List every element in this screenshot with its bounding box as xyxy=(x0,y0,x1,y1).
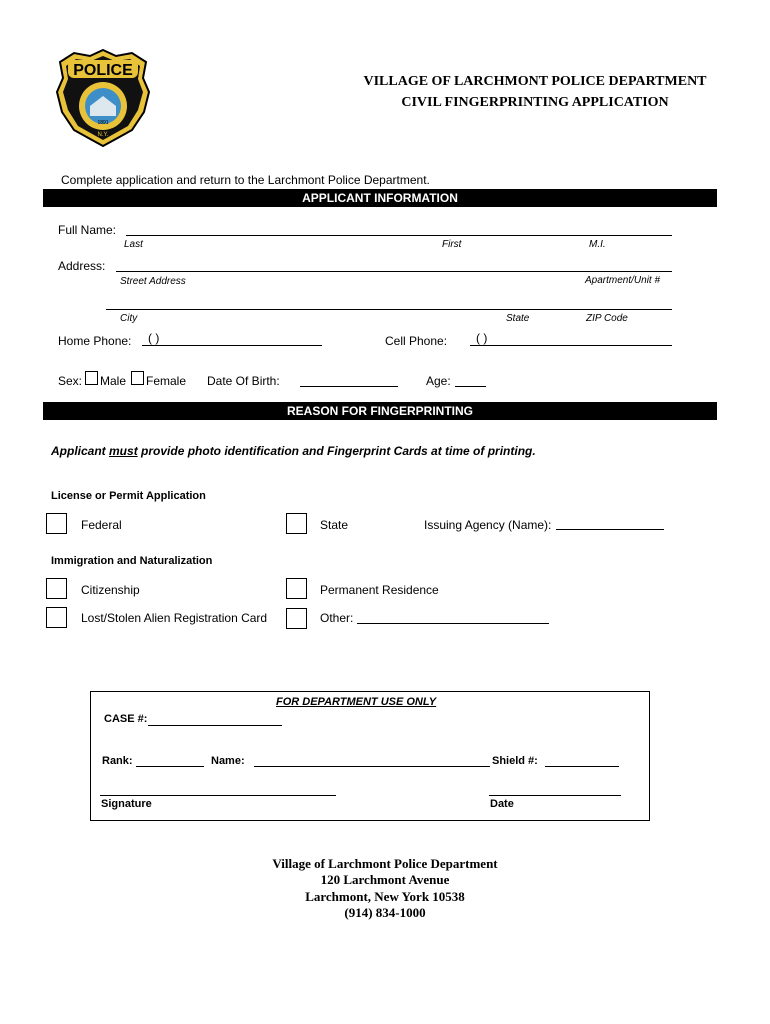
city-sublabel: City xyxy=(120,313,138,324)
mi-sublabel: M.I. xyxy=(589,239,606,250)
immigration-heading: Immigration and Naturalization xyxy=(51,555,213,567)
other-field[interactable] xyxy=(357,623,549,624)
date-label: Date xyxy=(490,798,514,810)
footer-line1: Village of Larchmont Police Department xyxy=(272,856,498,871)
street-address-field[interactable] xyxy=(116,271,672,272)
state-checkbox[interactable] xyxy=(286,513,307,534)
home-phone-paren: ( ) xyxy=(148,331,160,345)
age-label: Age: xyxy=(426,374,451,388)
city-state-zip-field[interactable] xyxy=(106,309,672,310)
state-label: State xyxy=(320,518,349,532)
badge-year: 1891 xyxy=(97,120,109,126)
other-checkbox[interactable] xyxy=(286,608,307,629)
full-name-label: Full Name: xyxy=(58,223,117,237)
apt-sublabel: Apartment/Unit # xyxy=(585,275,661,286)
cell-phone-label: Cell Phone: xyxy=(385,334,448,348)
state-sublabel: State xyxy=(506,313,530,324)
case-label: CASE #: xyxy=(104,713,148,725)
rank-label: Rank: xyxy=(102,755,133,767)
home-phone-field[interactable] xyxy=(142,345,322,346)
officer-name-field[interactable] xyxy=(254,766,490,767)
full-name-field[interactable] xyxy=(126,235,672,236)
reason-bar: REASON FOR FINGERPRINTING xyxy=(43,402,717,420)
department-use-box xyxy=(90,691,650,821)
sex-label: Sex: xyxy=(58,374,83,388)
last-sublabel: Last xyxy=(124,239,143,250)
first-sublabel: First xyxy=(442,239,462,250)
zip-sublabel: ZIP Code xyxy=(586,313,628,324)
signature-field[interactable] xyxy=(100,795,336,796)
badge-top-text: POLICE xyxy=(73,62,133,79)
citizenship-checkbox[interactable] xyxy=(46,578,67,599)
date-field[interactable] xyxy=(489,795,621,796)
footer-line4: (914) 834-1000 xyxy=(344,905,426,920)
female-checkbox[interactable] xyxy=(131,371,144,385)
permanent-residence-label: Permanent Residence xyxy=(320,583,439,597)
lost-card-label: Lost/Stolen Alien Registration Card xyxy=(81,611,268,625)
address-label: Address: xyxy=(58,259,106,273)
issuing-agency-label: Issuing Agency (Name): xyxy=(424,518,552,532)
photo-id-note: Applicant must provide photo identification and Fingerprint Cards at time of printing. xyxy=(51,444,536,458)
instruction-text: Complete application and return to the Larchmont Police Department. xyxy=(61,173,430,187)
dob-field[interactable] xyxy=(300,386,398,387)
dob-label: Date Of Birth: xyxy=(207,374,280,388)
federal-label: Federal xyxy=(81,518,122,532)
male-checkbox[interactable] xyxy=(85,371,98,385)
footer-line3: Larchmont, New York 10538 xyxy=(305,889,465,904)
male-label: Male xyxy=(100,374,127,388)
badge-bottom-text: N.Y. xyxy=(97,132,109,138)
dept-use-title: FOR DEPARTMENT USE ONLY xyxy=(276,696,437,708)
female-label: Female xyxy=(146,374,187,388)
shield-field[interactable] xyxy=(545,766,619,767)
federal-checkbox[interactable] xyxy=(46,513,67,534)
footer-line2: 120 Larchmont Avenue xyxy=(320,872,450,887)
police-badge-logo xyxy=(54,48,152,148)
street-sublabel: Street Address xyxy=(120,276,186,287)
permanent-residence-checkbox[interactable] xyxy=(286,578,307,599)
lost-card-checkbox[interactable] xyxy=(46,607,67,628)
officer-name-label: Name: xyxy=(211,755,245,767)
header-line2: CIVIL FINGERPRINTING APPLICATION xyxy=(401,95,669,110)
rank-field[interactable] xyxy=(136,766,204,767)
issuing-agency-field[interactable] xyxy=(556,529,664,530)
shield-label: Shield #: xyxy=(492,755,538,767)
header-line1: VILLAGE OF LARCHMONT POLICE DEPARTMENT xyxy=(363,74,707,89)
citizenship-label: Citizenship xyxy=(81,583,140,597)
case-field[interactable] xyxy=(148,725,282,726)
license-heading: License or Permit Application xyxy=(51,490,206,502)
home-phone-label: Home Phone: xyxy=(58,334,132,348)
applicant-info-bar: APPLICANT INFORMATION xyxy=(43,189,717,207)
cell-phone-paren: ( ) xyxy=(476,331,488,345)
cell-phone-field[interactable] xyxy=(470,345,672,346)
signature-label: Signature xyxy=(101,798,152,810)
age-field[interactable] xyxy=(455,386,486,387)
other-label: Other: xyxy=(320,611,354,625)
